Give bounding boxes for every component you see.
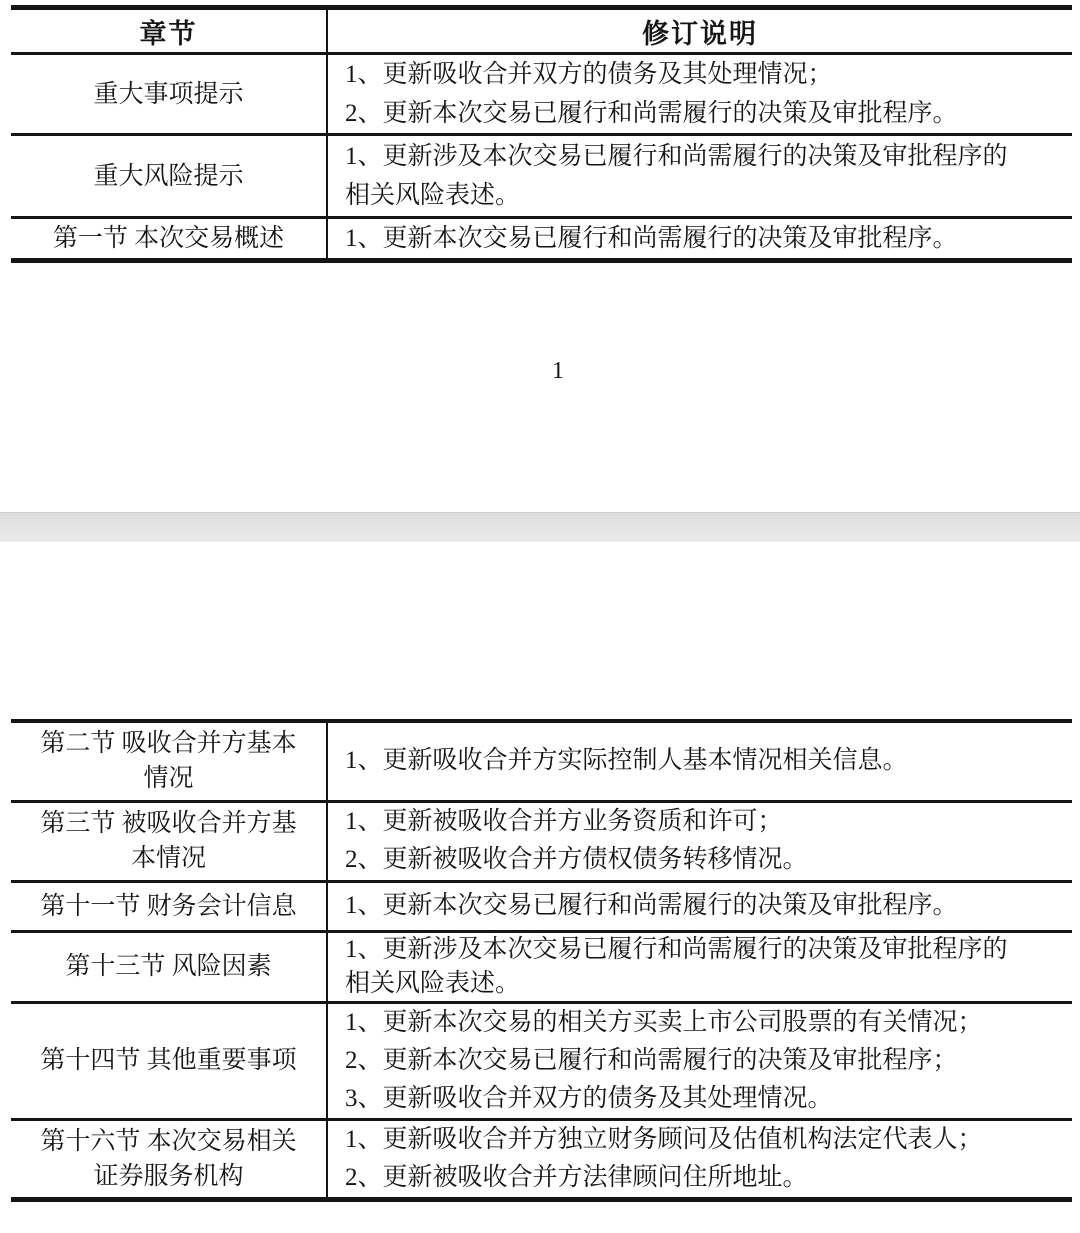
revision-notes-cell bbox=[327, 218, 1072, 261]
note-line: 3、更新吸收合并双方的债务及其处理情况。 bbox=[345, 1084, 833, 1112]
chapter-line: 第十六节 本次交易相关 bbox=[40, 1127, 297, 1155]
chapter-cell bbox=[11, 218, 327, 261]
chapter-line: 第十三节 风险因素 bbox=[65, 953, 272, 980]
table-header-row bbox=[11, 8, 1072, 54]
chapter-line: 第一节 本次交易概述 bbox=[52, 225, 285, 252]
note-line: 2、更新本次交易已履行和尚需履行的决策及审批程序； bbox=[345, 1046, 958, 1074]
revision-notes-cell bbox=[327, 54, 1072, 135]
note-line: 1、更新吸收合并方独立财务顾问及估值机构法定代表人； bbox=[345, 1125, 983, 1153]
revision-table-page1 bbox=[11, 5, 1072, 263]
table-row bbox=[11, 1119, 1072, 1199]
table-row bbox=[11, 881, 1072, 931]
chapter-line: 第十一节 财务会计信息 bbox=[40, 892, 297, 920]
chapter-cell bbox=[11, 721, 327, 801]
note-line: 1、更新涉及本次交易已履行和尚需履行的决策及审批程序的 bbox=[345, 935, 1008, 963]
note-line: 相关风险表述。 bbox=[345, 182, 521, 209]
chapter-line: 情况 bbox=[143, 765, 194, 793]
chapter-cell bbox=[11, 881, 327, 931]
note-line: 1、更新本次交易已履行和尚需履行的决策及审批程序。 bbox=[345, 225, 958, 252]
note-line: 1、更新涉及本次交易已履行和尚需履行的决策及审批程序的 bbox=[345, 143, 1008, 170]
chapter-line: 重大事项提示 bbox=[93, 80, 244, 108]
note-line: 1、更新吸收合并方实际控制人基本情况相关信息。 bbox=[345, 747, 908, 775]
note-line: 1、更新吸收合并双方的债务及其处理情况； bbox=[345, 61, 833, 88]
table-row bbox=[11, 218, 1072, 261]
revision-notes-cell bbox=[327, 135, 1072, 218]
note-line: 2、更新被吸收合并方债权债务转移情况。 bbox=[345, 846, 808, 873]
column-header-revision-notes: 修订说明 bbox=[642, 18, 758, 49]
table-row bbox=[11, 931, 1072, 1002]
note-line: 2、更新本次交易已履行和尚需履行的决策及审批程序。 bbox=[345, 100, 958, 127]
document-page-1 bbox=[0, 0, 1080, 512]
table-row bbox=[11, 1002, 1072, 1119]
chapter-cell bbox=[11, 801, 327, 881]
table-row bbox=[11, 801, 1072, 881]
revision-table-page2 bbox=[11, 719, 1072, 1202]
page-number: 1 bbox=[552, 358, 564, 384]
chapter-line: 第二节 吸收合并方基本 bbox=[40, 730, 297, 758]
revision-notes-cell bbox=[327, 881, 1072, 931]
note-line: 相关风险表述。 bbox=[345, 969, 521, 997]
note-line: 2、更新被吸收合并方法律顾问住所地址。 bbox=[345, 1163, 808, 1191]
chapter-cell bbox=[11, 135, 327, 218]
table-row bbox=[11, 54, 1072, 135]
revision-notes-cell bbox=[327, 1119, 1072, 1199]
table-row bbox=[11, 721, 1072, 801]
column-header-chapter: 章节 bbox=[11, 8, 327, 54]
revision-notes-cell bbox=[327, 1002, 1072, 1119]
chapter-line: 第三节 被吸收合并方基 bbox=[40, 810, 297, 837]
revision-notes-cell bbox=[327, 721, 1072, 801]
chapter-line: 本情况 bbox=[130, 845, 206, 872]
revision-notes-cell bbox=[327, 801, 1072, 881]
chapter-cell bbox=[11, 931, 327, 1002]
chapter-cell bbox=[11, 1002, 327, 1119]
chapter-line: 证券服务机构 bbox=[93, 1162, 244, 1190]
chapter-line: 第十四节 其他重要事项 bbox=[40, 1047, 297, 1074]
revision-notes-cell bbox=[327, 931, 1072, 1002]
chapter-line: 重大风险提示 bbox=[93, 162, 244, 190]
note-line: 1、更新本次交易已履行和尚需履行的决策及审批程序。 bbox=[345, 892, 958, 919]
table-row bbox=[11, 135, 1072, 218]
note-line: 1、更新被吸收合并方业务资质和许可； bbox=[345, 808, 783, 835]
note-line: 1、更新本次交易的相关方买卖上市公司股票的有关情况； bbox=[345, 1008, 983, 1036]
page-separator-gap bbox=[0, 512, 1080, 542]
chapter-cell bbox=[11, 54, 327, 135]
document-page-2 bbox=[0, 542, 1080, 1233]
chapter-cell bbox=[11, 1119, 327, 1199]
